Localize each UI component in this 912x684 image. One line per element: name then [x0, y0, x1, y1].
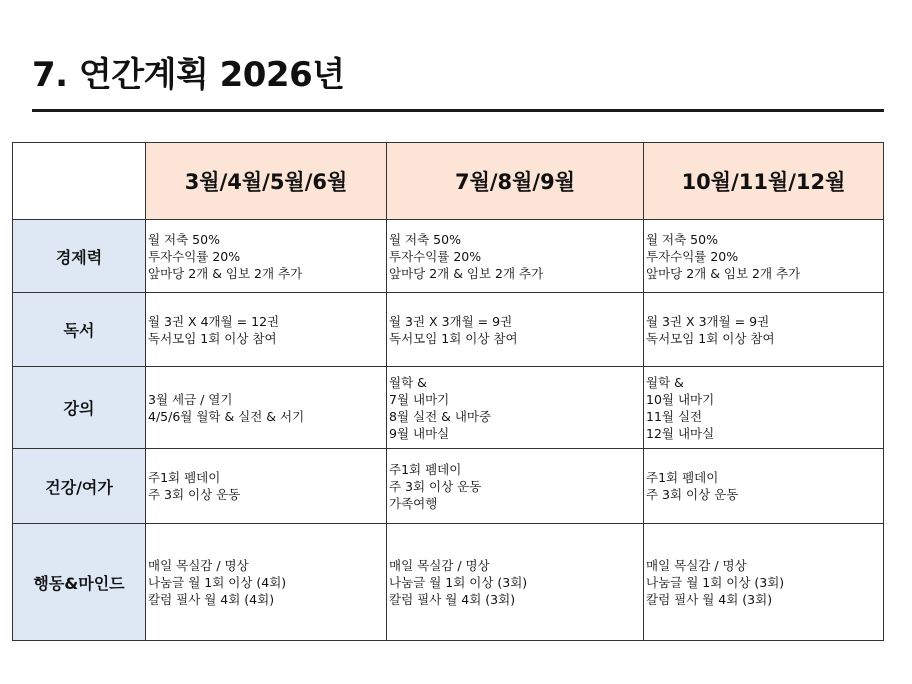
plan-cell [387, 524, 644, 641]
plan-line: 9월 내마실 [389, 425, 450, 441]
plan-cell [146, 293, 387, 367]
plan-line: 매일 목실감 / 명상 [646, 557, 747, 573]
period-header-oct-dec: 10월/11월/12월 [644, 143, 884, 220]
plan-line: 월 저축 50% [646, 231, 718, 247]
row-header-mindset: 행동&마인드 [13, 524, 146, 641]
period-header-mar-jun: 3월/4월/5월/6월 [146, 143, 387, 220]
plan-line: 3월 세금 / 열기 [148, 391, 233, 407]
plan-line: 월 3권 X 4개월 = 12권 [148, 313, 280, 329]
plan-line: 주1회 펨데이 [389, 461, 462, 477]
plan-line: 월 3권 X 3개월 = 9권 [389, 313, 513, 329]
table-row-mindset [13, 524, 884, 641]
plan-line: 가족여행 [389, 495, 438, 511]
plan-cell [644, 293, 884, 367]
plan-line: 월 저축 50% [148, 231, 220, 247]
annual-plan-table [12, 142, 884, 641]
plan-cell [146, 524, 387, 641]
plan-line: 독서모임 1회 이상 참여 [389, 330, 518, 346]
plan-line: 7월 내마기 [389, 391, 450, 407]
page-title: 7. 연간계획 2026년 [32, 55, 345, 95]
row-header-reading: 독서 [13, 293, 146, 367]
plan-line: 독서모임 1회 이상 참여 [148, 330, 277, 346]
plan-line: 11월 실전 [646, 408, 703, 424]
plan-line: 투자수익률 20% [646, 248, 739, 264]
plan-line: 월학 & [646, 374, 684, 390]
plan-line: 칼럼 필사 월 4회 (4회) [148, 591, 275, 607]
plan-line: 매일 목실감 / 명상 [148, 557, 249, 573]
plan-line: 주 3회 이상 운동 [646, 487, 739, 502]
table-corner-cell [13, 143, 146, 220]
plan-line: 나눔글 월 1회 이상 (3회) [389, 574, 528, 590]
plan-line: 8월 실전 & 내마중 [389, 408, 492, 424]
plan-cell [644, 524, 884, 641]
row-header-economy: 경제력 [13, 220, 146, 293]
period-header-jul-sep: 7월/8월/9월 [387, 143, 644, 220]
plan-cell [644, 449, 884, 524]
plan-line: 월 3권 X 3개월 = 9권 [646, 313, 770, 329]
plan-cell [387, 220, 644, 293]
plan-line: 앞마당 2개 & 임보 2개 추가 [646, 265, 801, 281]
plan-line: 10월 내마기 [646, 391, 715, 407]
table-row-health [13, 449, 884, 524]
plan-line: 12월 내마실 [646, 425, 715, 441]
plan-cell [146, 367, 387, 449]
plan-cell [387, 293, 644, 367]
plan-line: 월 저축 50% [389, 231, 461, 247]
plan-cell [387, 367, 644, 449]
plan-line: 매일 목실감 / 명상 [389, 557, 490, 573]
plan-line: 칼럼 필사 월 4회 (3회) [389, 591, 516, 607]
table-row-reading [13, 293, 884, 367]
table-row-economy [13, 220, 884, 293]
plan-line: 칼럼 필사 월 4회 (3회) [646, 591, 773, 607]
plan-line: 4/5/6월 월학 & 실전 & 서기 [148, 408, 305, 424]
plan-cell [644, 220, 884, 293]
plan-cell [146, 220, 387, 293]
row-header-health: 건강/여가 [13, 449, 146, 524]
plan-line: 앞마당 2개 & 임보 2개 추가 [148, 265, 303, 281]
table-row-lecture [13, 367, 884, 449]
plan-line: 나눔글 월 1회 이상 (3회) [646, 574, 785, 590]
plan-line: 앞마당 2개 & 임보 2개 추가 [389, 265, 544, 281]
plan-line: 나눔글 월 1회 이상 (4회) [148, 574, 287, 590]
plan-cell [146, 449, 387, 524]
plan-line: 주1회 펨데이 [646, 470, 719, 485]
plan-line: 주 3회 이상 운동 [148, 487, 241, 502]
plan-line: 독서모임 1회 이상 참여 [646, 330, 775, 346]
table-header-row [13, 143, 884, 220]
plan-line: 주 3회 이상 운동 [389, 478, 482, 494]
plan-line: 투자수익률 20% [389, 248, 482, 264]
row-header-lecture: 강의 [13, 367, 146, 449]
title-divider [32, 109, 884, 112]
plan-line: 투자수익률 20% [148, 248, 241, 264]
plan-cell [644, 367, 884, 449]
plan-cell [387, 449, 644, 524]
plan-line: 월학 & [389, 374, 427, 390]
plan-line: 주1회 펨데이 [148, 470, 221, 485]
